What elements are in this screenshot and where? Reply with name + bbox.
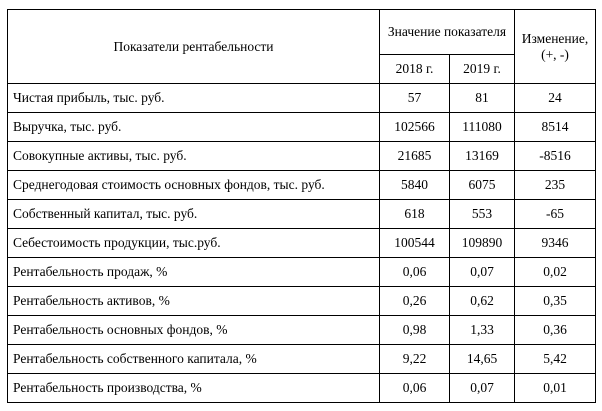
table-row [8, 229, 596, 258]
row-name-cell: Рентабельность производства, % [8, 374, 380, 403]
row-2018-cell: 100544 [380, 229, 450, 258]
row-2019-cell: 81 [450, 84, 515, 113]
header-change-label: Изменение, (+, -) [521, 30, 589, 62]
header-value-group: Значение показателя [380, 10, 515, 55]
table-row [8, 374, 596, 403]
row-change-cell: 24 [515, 84, 596, 113]
header-year-2019: 2019 г. [450, 55, 515, 84]
row-2018-cell: 0,06 [380, 258, 450, 287]
row-2019-cell: 553 [450, 200, 515, 229]
table-row [8, 171, 596, 200]
table-row [8, 113, 596, 142]
row-2018-cell: 0,98 [380, 316, 450, 345]
row-name-cell: Рентабельность собственного капитала, % [8, 345, 380, 374]
row-name-cell: Среднегодовая стоимость основных фондов, тыс. руб. [8, 171, 380, 200]
row-2018-cell: 5840 [380, 171, 450, 200]
row-2019-cell: 6075 [450, 171, 515, 200]
row-2019-cell: 111080 [450, 113, 515, 142]
table-row [8, 142, 596, 171]
header-change [515, 10, 596, 84]
row-change-cell: 8514 [515, 113, 596, 142]
row-change-cell: 0,35 [515, 287, 596, 316]
row-change-cell: 235 [515, 171, 596, 200]
row-name-cell: Себестоимость продукции, тыс.руб. [8, 229, 380, 258]
row-change-cell: 5,42 [515, 345, 596, 374]
row-name-cell: Рентабельность основных фондов, % [8, 316, 380, 345]
table-row [8, 84, 596, 113]
row-2018-cell: 102566 [380, 113, 450, 142]
row-change-cell: 0,02 [515, 258, 596, 287]
row-2018-cell: 618 [380, 200, 450, 229]
row-change-cell: -65 [515, 200, 596, 229]
row-change-cell: 9346 [515, 229, 596, 258]
row-2019-cell: 1,33 [450, 316, 515, 345]
row-name-cell: Совокупные активы, тыс. руб. [8, 142, 380, 171]
row-2018-cell: 21685 [380, 142, 450, 171]
row-2018-cell: 0,26 [380, 287, 450, 316]
row-2019-cell: 109890 [450, 229, 515, 258]
row-name-cell: Рентабельность активов, % [8, 287, 380, 316]
row-2019-cell: 0,07 [450, 258, 515, 287]
table-row [8, 316, 596, 345]
header-year-2018: 2018 г. [380, 55, 450, 84]
header-indicator: Показатели рентабельности [8, 10, 380, 84]
row-2019-cell: 13169 [450, 142, 515, 171]
row-2018-cell: 0,06 [380, 374, 450, 403]
row-name-cell: Выручка, тыс. руб. [8, 113, 380, 142]
row-2019-cell: 14,65 [450, 345, 515, 374]
profitability-table [7, 9, 596, 403]
row-2018-cell: 57 [380, 84, 450, 113]
row-name-cell: Чистая прибыль, тыс. руб. [8, 84, 380, 113]
table-row [8, 345, 596, 374]
row-2019-cell: 0,62 [450, 287, 515, 316]
table-row [8, 200, 596, 229]
table-row [8, 258, 596, 287]
row-2018-cell: 9,22 [380, 345, 450, 374]
table-row [8, 287, 596, 316]
row-change-cell: 0,01 [515, 374, 596, 403]
row-name-cell: Рентабельность продаж, % [8, 258, 380, 287]
row-2019-cell: 0,07 [450, 374, 515, 403]
row-change-cell: 0,36 [515, 316, 596, 345]
row-name-cell: Собственный капитал, тыс. руб. [8, 200, 380, 229]
row-change-cell: -8516 [515, 142, 596, 171]
